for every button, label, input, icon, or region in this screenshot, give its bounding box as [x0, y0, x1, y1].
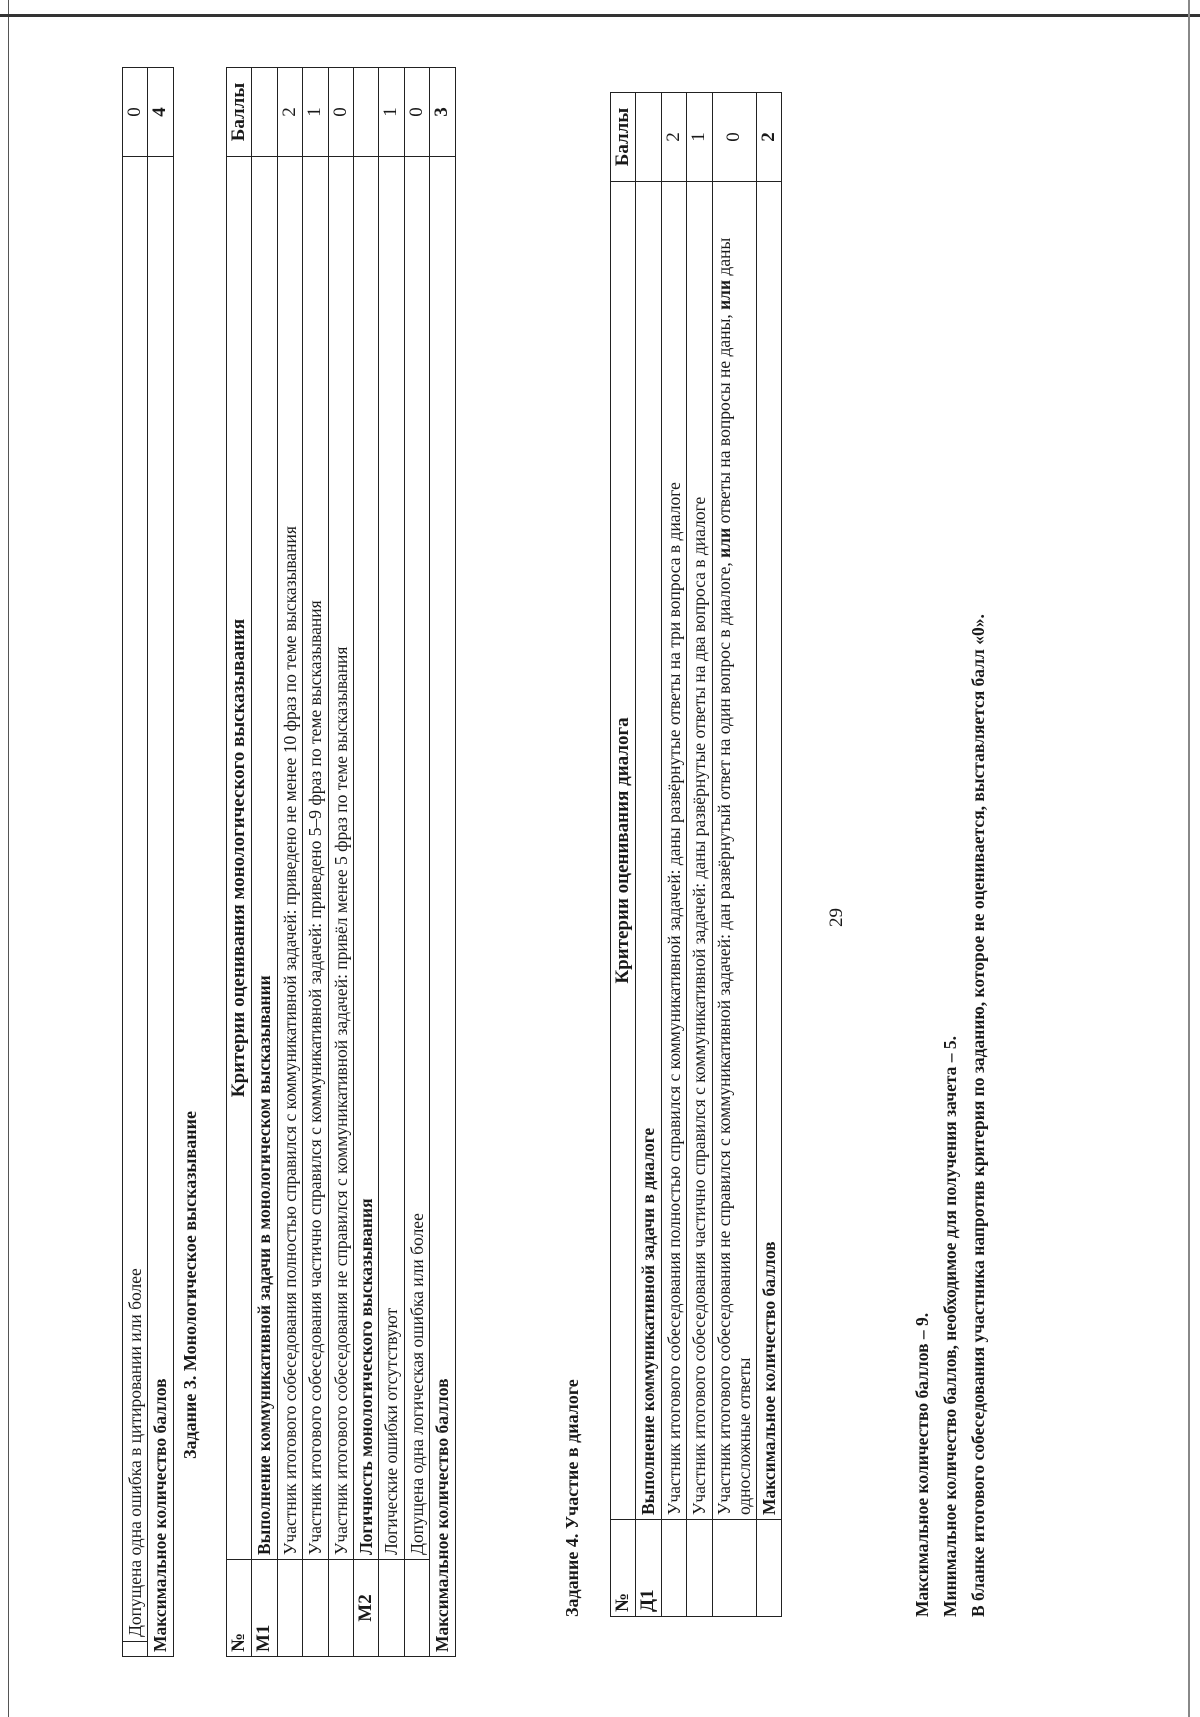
row-points: 0: [123, 68, 148, 157]
max-points: 3: [430, 68, 455, 157]
max-label: Максимальное количество баллов: [756, 182, 781, 1520]
row-points: 2: [277, 68, 302, 157]
header-points: Баллы: [611, 93, 636, 182]
header-num: №: [227, 1560, 252, 1657]
row-text: Участник итогового собеседования полностью справился с коммуникативной задачей: даны развёрнутые ответы на три вопроса в диалоге: [661, 182, 686, 1520]
table-row: [712, 93, 756, 1617]
table-row: [636, 93, 661, 1617]
row-text: Участник итогового собеседования не справился с коммуникативной задачей: дан развёрнутый ответ на один вопрос в диалоге, или ответы на вопросы не даны, или даны односложные ответы: [712, 182, 756, 1520]
header-criteria: Критерии оценивания диалога: [611, 182, 636, 1520]
header-criteria: Критерии оценивания монологического высказывания: [227, 157, 252, 1560]
table-row: [687, 93, 712, 1617]
table-row: [379, 68, 404, 1657]
criterion-title: Выполнение коммуникативной задачи в диалоге: [636, 182, 661, 1520]
task3-table: [226, 67, 456, 1657]
table-row: [277, 68, 302, 1657]
row-text: Допущена одна логическая ошибка или более: [404, 157, 429, 1560]
table-row: [303, 68, 328, 1657]
table-row: [328, 68, 353, 1657]
table-row: [252, 68, 277, 1657]
header-points: Баллы: [227, 68, 252, 157]
task3-title: Задание 3. Монологическое высказывание: [180, 1111, 200, 1459]
row-points: 0: [404, 68, 429, 157]
table-row: [123, 68, 148, 1657]
task4-title: Задание 4. Участие в диалоге: [562, 1379, 582, 1617]
task4-table: [610, 92, 782, 1617]
criterion-code: М1: [252, 1560, 277, 1657]
footer-max: Максимальное количество баллов – 9.: [912, 1312, 932, 1617]
row-text: Максимальное количество баллов: [148, 157, 173, 1657]
footer-note: В бланке итогового собеседования участника напротив критерия по заданию, которое не оценивается, выставляется балл «0».: [968, 614, 988, 1617]
table-row: [148, 68, 173, 1657]
table-header-row: [227, 68, 252, 1657]
row-points: 1: [303, 68, 328, 157]
row-text: Участник итогового собеседования не справился с коммуникативной задачей: привёл менее 5 фраз по теме высказывания: [328, 157, 353, 1560]
row-text: Участник итогового собеседования частично справился с коммуникативной задачей: приведено 5–9 фраз по теме высказывания: [303, 157, 328, 1560]
scan-edge-line: [0, 14, 1200, 17]
top-table: [122, 67, 174, 1657]
header-num: №: [611, 1520, 636, 1617]
row-points: 1: [687, 93, 712, 182]
scan-edge-line: [8, 0, 9, 1717]
criterion-title: Выполнение коммуникативной задачи в монологическом высказывании: [252, 157, 277, 1560]
row-text: Участник итогового собеседования частично справился с коммуникативной задачей: даны развёрнутые ответы на два вопроса в диалоге: [687, 182, 712, 1520]
row-points: 0: [328, 68, 353, 157]
criterion-code: М2: [354, 1560, 379, 1657]
row-points: 0: [712, 93, 756, 182]
max-points: 2: [756, 93, 781, 182]
footer-min: Минимальное количество баллов, необходимое для получения зачета – 5.: [940, 1035, 960, 1617]
scan-edge-line: [1188, 0, 1190, 1717]
row-points: 2: [661, 93, 686, 182]
row-points: 1: [379, 68, 404, 157]
row-text: Допущена одна ошибка в цитировании или более: [123, 157, 148, 1642]
max-label: Максимальное количество баллов: [430, 157, 455, 1657]
table-row: [404, 68, 429, 1657]
table-row: [661, 93, 686, 1617]
table-row: [756, 93, 781, 1617]
criterion-title: Логичность монологического высказывания: [354, 157, 379, 1560]
criterion-code: Д1: [636, 1520, 661, 1617]
table-row: [354, 68, 379, 1657]
row-text: Логические ошибки отсутствуют: [379, 157, 404, 1560]
row-text: Участник итогового собеседования полностью справился с коммуникативной задачей: приведено не менее 10 фраз по теме высказывания: [277, 157, 302, 1560]
page-number: 29: [826, 908, 847, 927]
table-header-row: [611, 93, 636, 1617]
row-points: 4: [148, 68, 173, 157]
table-row: [430, 68, 455, 1657]
